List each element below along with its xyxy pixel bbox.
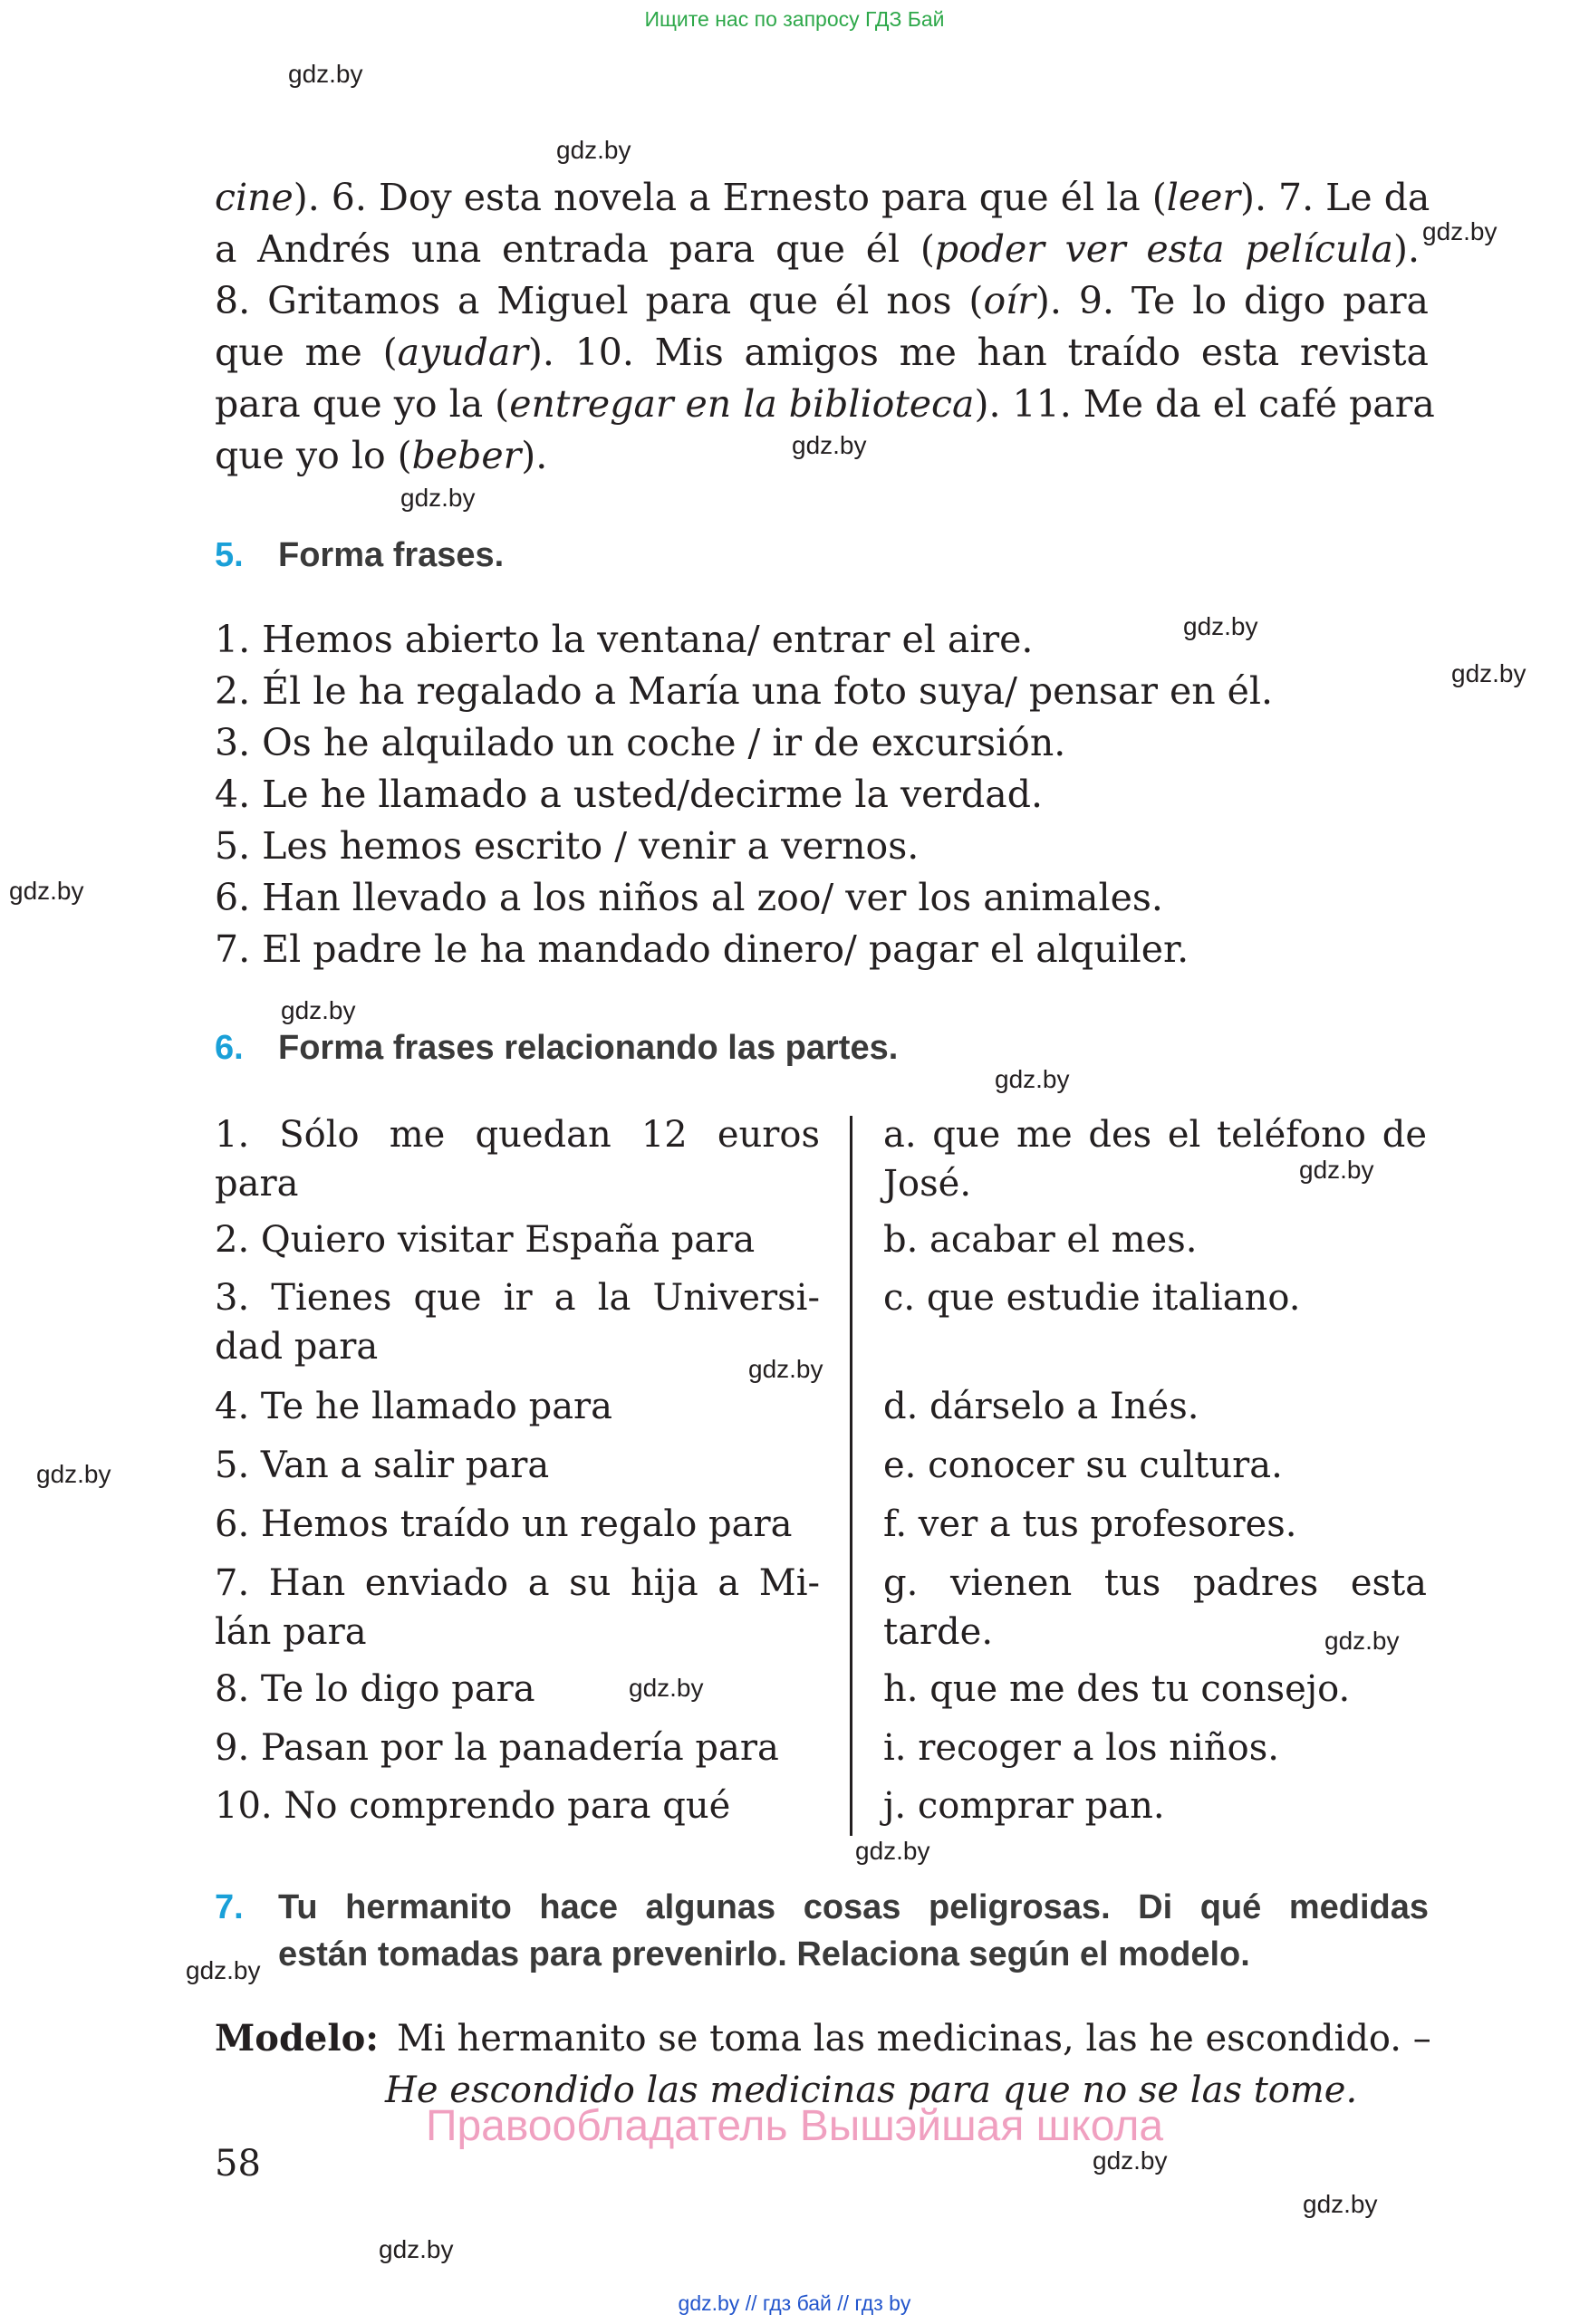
match-right-item: d. dárselo a Inés. (883, 1386, 1199, 1427)
watermark: gdz.by (288, 60, 363, 88)
footer-links[interactable]: gdz.by // гдз бай // гдз by (678, 2291, 911, 2315)
watermark: gdz.by (1183, 612, 1258, 640)
watermark: gdz.by (281, 996, 356, 1024)
text-line: que me (ayudar). 10. Mis amigos me han traído esta revista (215, 331, 1429, 374)
match-left-item: 4. Te he llamado para (215, 1386, 613, 1427)
list-item: 6. Han llevado a los niños al zoo/ ver los animales. (215, 876, 1163, 919)
exercise-number: 5. (215, 536, 244, 574)
column-divider (850, 1116, 852, 1836)
model-line: He escondido las medicinas para que no se las tome. (385, 2070, 1358, 2111)
watermark: gdz.by (792, 431, 867, 459)
exercise-title: Forma frases relacionando las partes. (278, 1029, 899, 1067)
exercise4-continuation (215, 172, 1435, 482)
list-item: 3. Os he alquilado un coche / ir de excursión. (215, 721, 1066, 764)
text-line: para que yo la (entregar en la biblioteca). 11. Me da el café para (215, 382, 1435, 426)
watermark: gdz.by (1451, 659, 1526, 687)
match-right-item: h. que me des tu consejo. (883, 1668, 1351, 1710)
list-item: 7. El padre le ha mandado dinero/ pagar el alquiler. (215, 927, 1189, 971)
match-right-item: i. recoger a los niños. (883, 1727, 1279, 1769)
match-left-item: 1. Sólo me quedan 12 euros para (215, 1114, 820, 1205)
match-left-item: 2. Quiero visitar España para (215, 1219, 756, 1261)
watermark: gdz.by (1093, 2146, 1168, 2175)
match-right-item: g. vienen tus padres esta tarde. (883, 1562, 1427, 1653)
exercise7-heading (215, 1884, 1429, 1978)
match-right-item: f. ver a tus profesores. (883, 1503, 1297, 1545)
list-item: 4. Le he llamado a usted/decirme la verdad. (215, 773, 1043, 816)
match-left-item: 5. Van a salir para (215, 1445, 550, 1486)
model-line: Modelo: Mi hermanito se toma las medicinas, las he escondido. – (215, 2017, 1431, 2060)
list-item: 1. Hemos abierto la ventana/ entrar el aire. (215, 618, 1034, 661)
list-item: 5. Les hemos escrito / venir a vernos. (215, 824, 920, 868)
match-left-item: 6. Hemos traído un regalo para (215, 1503, 793, 1545)
watermark: gdz.by (995, 1065, 1070, 1093)
watermark: gdz.by (629, 1674, 704, 1702)
watermark: gdz.by (36, 1460, 111, 1488)
match-left-item: 8. Te lo digo para (215, 1668, 535, 1710)
exercise5-heading (215, 536, 504, 575)
watermark: gdz.by (1422, 217, 1498, 245)
watermark: gdz.by (9, 877, 84, 905)
exercise-number: 7. (215, 1888, 244, 1926)
text-line: cine). 6. Doy esta novela a Ernesto para que él la (leer). 7. Le da (215, 176, 1430, 219)
exercise5-list (215, 614, 1273, 975)
watermark: gdz.by (186, 1956, 261, 1984)
model-label: Modelo: (215, 2017, 380, 2060)
exercise7-line: están tomadas para prevenirlo. Relaciona según el modelo. (278, 1935, 1250, 1973)
page-number: 58 (215, 2143, 261, 2185)
exercise6-heading (215, 1029, 898, 1068)
watermark: gdz.by (1299, 1156, 1374, 1184)
watermark: gdz.by (400, 484, 476, 512)
watermark: gdz.by (1303, 2190, 1378, 2218)
match-right-item: c. que estudie italiano. (883, 1277, 1301, 1319)
match-left-item: 3. Tienes que ir a la Universi- dad para (215, 1277, 820, 1368)
text-line: a Andrés una entrada para que él (poder ver esta película). (215, 227, 1420, 271)
list-item: 2. Él le ha regalado a María una foto suya/ pensar en él. (215, 669, 1274, 713)
watermark: gdz.by (1324, 1627, 1400, 1655)
top-banner[interactable]: Ищите нас по запросу ГДЗ Бай (644, 7, 945, 31)
exercise-number: 6. (215, 1029, 244, 1067)
watermark: gdz.by (379, 2235, 454, 2263)
match-left-item: 7. Han enviado a su hija a Mi- lán para (215, 1562, 820, 1653)
text-line: que yo lo (beber). (215, 434, 548, 477)
watermark: gdz.by (855, 1837, 930, 1865)
match-right-item: a. que me des el teléfono de José. (883, 1114, 1427, 1205)
match-right-item: j. comprar pan. (883, 1785, 1165, 1827)
match-left-item: 10. No comprendo para qué (215, 1785, 731, 1827)
match-left-item: 9. Pasan por la panadería para (215, 1727, 779, 1769)
exercise7-line: 7. Tu hermanito hace algunas cosas peligrosas. Di qué medidas (215, 1884, 1429, 1931)
watermark: gdz.by (748, 1355, 823, 1383)
match-right-item: e. conocer su cultura. (883, 1445, 1283, 1486)
text-line: 8. Gritamos a Miguel para que él nos (oír). 9. Te lo digo para (215, 279, 1429, 322)
watermark: gdz.by (556, 136, 631, 164)
match-right-item: b. acabar el mes. (883, 1219, 1198, 1261)
exercise-title: Forma frases. (278, 536, 505, 574)
rights-holder: Правообладатель Вышэйшая школа (425, 2102, 1164, 2150)
